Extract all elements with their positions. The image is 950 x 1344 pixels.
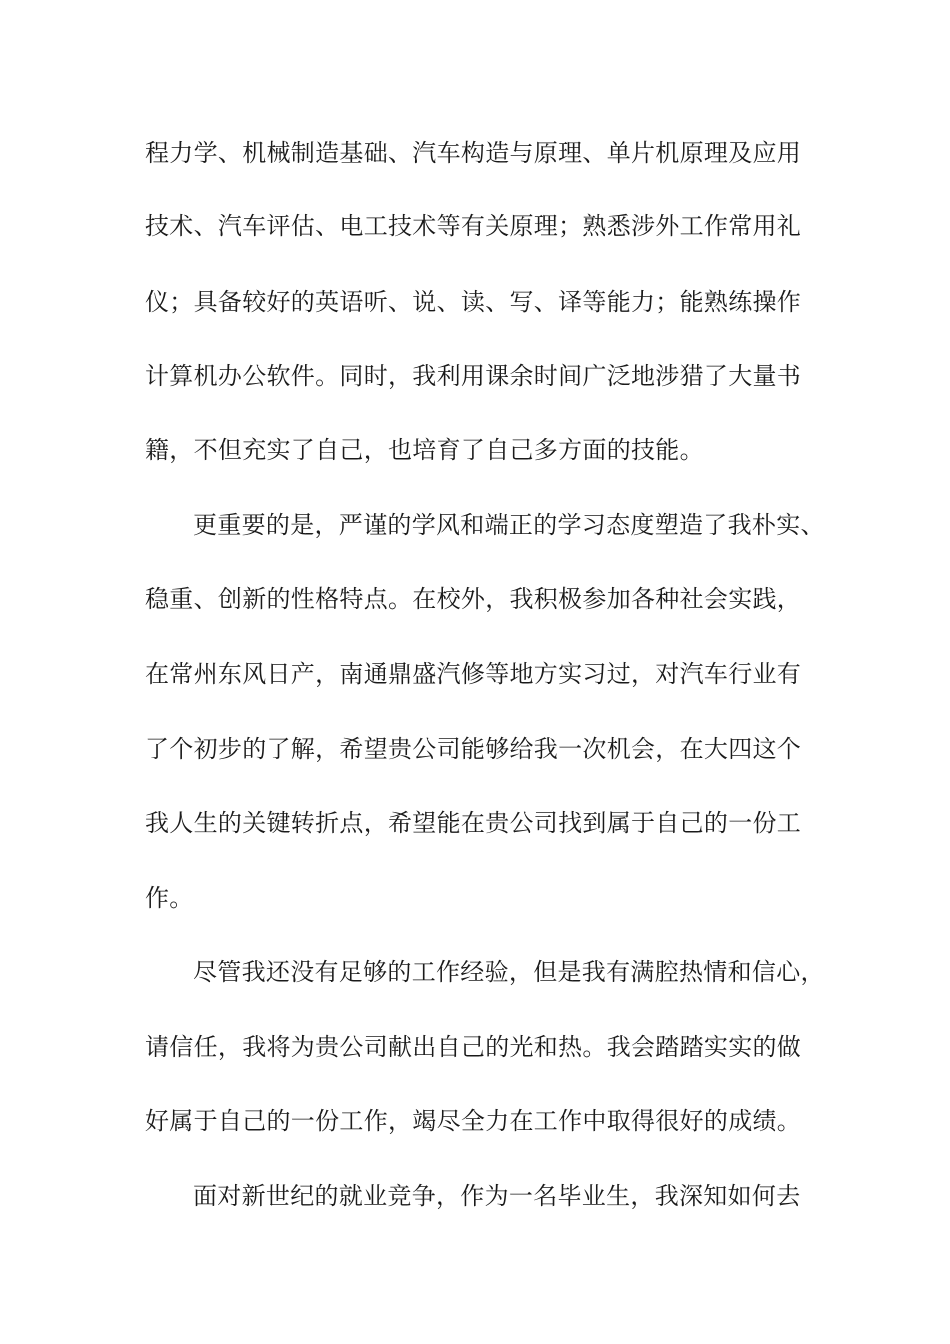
text-line: 了个初步的了解，希望贵公司能够给我一次机会，在大四这个 (145, 735, 802, 763)
paragraph-start-line: 面对新世纪的就业竞争，作为一名毕业生，我深知如何去 (193, 1182, 801, 1210)
text-line: 我人生的关键转折点，希望能在贵公司找到属于自己的一份工 (145, 809, 802, 837)
text-line: 在常州东风日产，南通鼎盛汽修等地方实习过，对汽车行业有 (145, 660, 802, 688)
text-line: 程力学、机械制造基础、汽车构造与原理、单片机原理及应用 (145, 139, 802, 167)
text-line: 作。 (145, 884, 194, 912)
text-line: 仪；具备较好的英语听、说、读、写、译等能力；能熟练操作 (145, 288, 802, 316)
text-line: 好属于自己的一份工作，竭尽全力在工作中取得很好的成绩。 (145, 1107, 802, 1135)
text-line: 籍，不但充实了自己，也培育了自己多方面的技能。 (145, 436, 704, 464)
paragraph-start-line: 更重要的是，严谨的学风和端正的学习态度塑造了我朴实、 (193, 511, 825, 539)
paragraph-start-line: 尽管我还没有足够的工作经验，但是我有满腔热情和信心， (193, 958, 825, 986)
text-line: 稳重、创新的性格特点。在校外，我积极参加各种社会实践， (145, 585, 802, 613)
text-line: 请信任，我将为贵公司献出自己的光和热。我会踏踏实实的做 (145, 1033, 802, 1061)
text-line: 技术、汽车评估、电工技术等有关原理；熟悉涉外工作常用礼 (145, 212, 802, 240)
text-line: 计算机办公软件。同时，我利用课余时间广泛地涉猎了大量书 (145, 362, 802, 390)
